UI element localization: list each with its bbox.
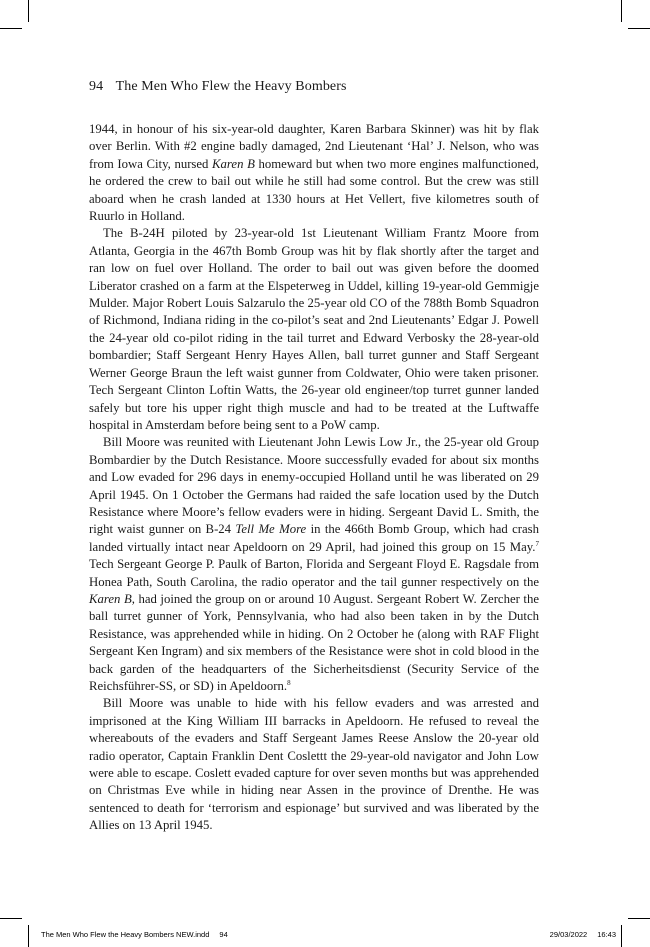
- crop-mark-right-bottom: [628, 918, 650, 919]
- crop-mark-right-top: [628, 28, 650, 29]
- crop-mark-top-right: [621, 0, 622, 22]
- slug-time: 16:43: [597, 930, 616, 939]
- aircraft-name: Tell Me More: [235, 522, 307, 537]
- slug-file-info: [41, 930, 228, 939]
- crop-mark-bottom-right: [621, 925, 622, 947]
- paragraph-3: Bill Moore was reunited with Lieutenant John Lewis Low Jr., the 25-year old Group Bombardier by the Dutch Resistance. Moore successfully evaded for about six months and Low evaded for 296 days in enemy-occupied Holland until he was liberated on 29 April 1945. On 1 October the Germans had raided the safe location used by the Dutch Resistance where Moore’s fellow evaders were in hiding. Sergeant David L. Smith, the right waist gunner on B-24 Tell Me More in the 466th Bomb Group, which had crash landed virtually intact near Apeldoorn on 29 April, had joined this group on 15 May.$^7$ Tech Sergeant George P. Paulk of Barton, Florida and Sergeant Floyd E. Ragsdale from Honea Path, South Carolina, the radio operator and the tail gunner respectively on the Karen B, had joined the group on or around 10 August. Sergeant Robert W. Zercher the ball turret gunner of York, Pennsylvania, who had also been taken in by the Dutch Resistance, was apprehended while in hiding. On 2 October he (along with RAF Flight Sergeant Ken Ingram) and six members of the Resistance were shot in cold blood in the back garden of the headquarters of the Sicherheitsdienst (Security Service of the Reichsführer-SS, or SD) in Apeldoorn.$^8$: [89, 435, 539, 693]
- footnote-ref[interactable]: 8: [287, 678, 291, 687]
- book-title: The Men Who Flew the Heavy Bombers: [115, 79, 347, 94]
- paragraph-1: 1944, in honour of his six-year-old daughter, Karen Barbara Skinner) was hit by flak over Berlin. With #2 engine badly damaged, 2nd Lieutenant ‘Hal’ J. Nelson, who was from Iowa City, nursed Karen B homeward but when two more engines malfunctioned, he ordered the crew to bail out while he still had some control. But the crew was still aboard when he crash landed at 1330 hours at Het Vellert, five kilometres south of Ruurlo in Holland.: [89, 122, 539, 224]
- aircraft-name: Karen B,: [89, 591, 135, 606]
- paragraph-4: Bill Moore was unable to hide with his fellow evaders and was arrested and imprisoned at the King William III barracks in Apeldoorn. He refused to reveal the whereabouts of the evaders and Staff Sergeant James Reese Anslow the 20-year old radio operator, Captain Franklin Dent Coslettt the 29-year-old navigator and John Low were able to escape. Coslett evaded capture for over seven months but was apprehended on Christmas Eve while in hiding near Assen in the province of Drenthe. He was sentenced to death for ‘terrorism and espionage’ but survived and was liberated by the Allies on 13 April 1945.: [89, 696, 539, 833]
- slug-file-name: The Men Who Flew the Heavy Bombers NEW.indd: [41, 930, 210, 939]
- crop-mark-top-left: [28, 0, 29, 22]
- running-head: [89, 79, 347, 95]
- crop-mark-bottom-left: [28, 925, 29, 947]
- slug-file-page: 94: [219, 930, 228, 939]
- paragraph-2: The B-24H piloted by 23-year-old 1st Lieutenant William Frantz Moore from Atlanta, Georgia in the 467th Bomb Group was hit by flak shortly after the target and ran low on fuel over Holland. The order to bail out was given before the doomed Liberator crashed on a farm at the Elspeterweg in Uddel, killing 19-year-old Gemmigje Mulder. Major Robert Louis Salzarulo the 25-year old CO of the 788th Bomb Squadron of Richmond, Indiana riding in the co-pilot’s seat and 2nd Lieutenants’ Edgar J. Powell the 24-year old co-pilot riding in the tail turret and Edward Verbosky the 28-year-old bombardier; Staff Sergeant Henry Hayes Allen, ball turret gunner and Staff Sergeant Werner George Braun the left waist gunner from Coldwater, Ohio were taken prisoner. Tech Sergeant Clinton Loftin Watts, the 26-year old engineer/top turret gunner landed safely but tore his upper right thigh muscle and had to be treated at the Luftwaffe hospital in Amsterdam before being sent to a PoW camp.: [89, 226, 539, 432]
- page-number: 94: [89, 79, 104, 94]
- slug-date: 29/03/2022: [549, 930, 588, 939]
- crop-mark-left-top: [0, 28, 22, 29]
- footnote-ref[interactable]: 7: [535, 539, 539, 548]
- body-text: [89, 121, 539, 835]
- crop-mark-left-bottom: [0, 918, 22, 919]
- slug-timestamp: [550, 930, 616, 939]
- aircraft-name: Karen B: [212, 156, 255, 171]
